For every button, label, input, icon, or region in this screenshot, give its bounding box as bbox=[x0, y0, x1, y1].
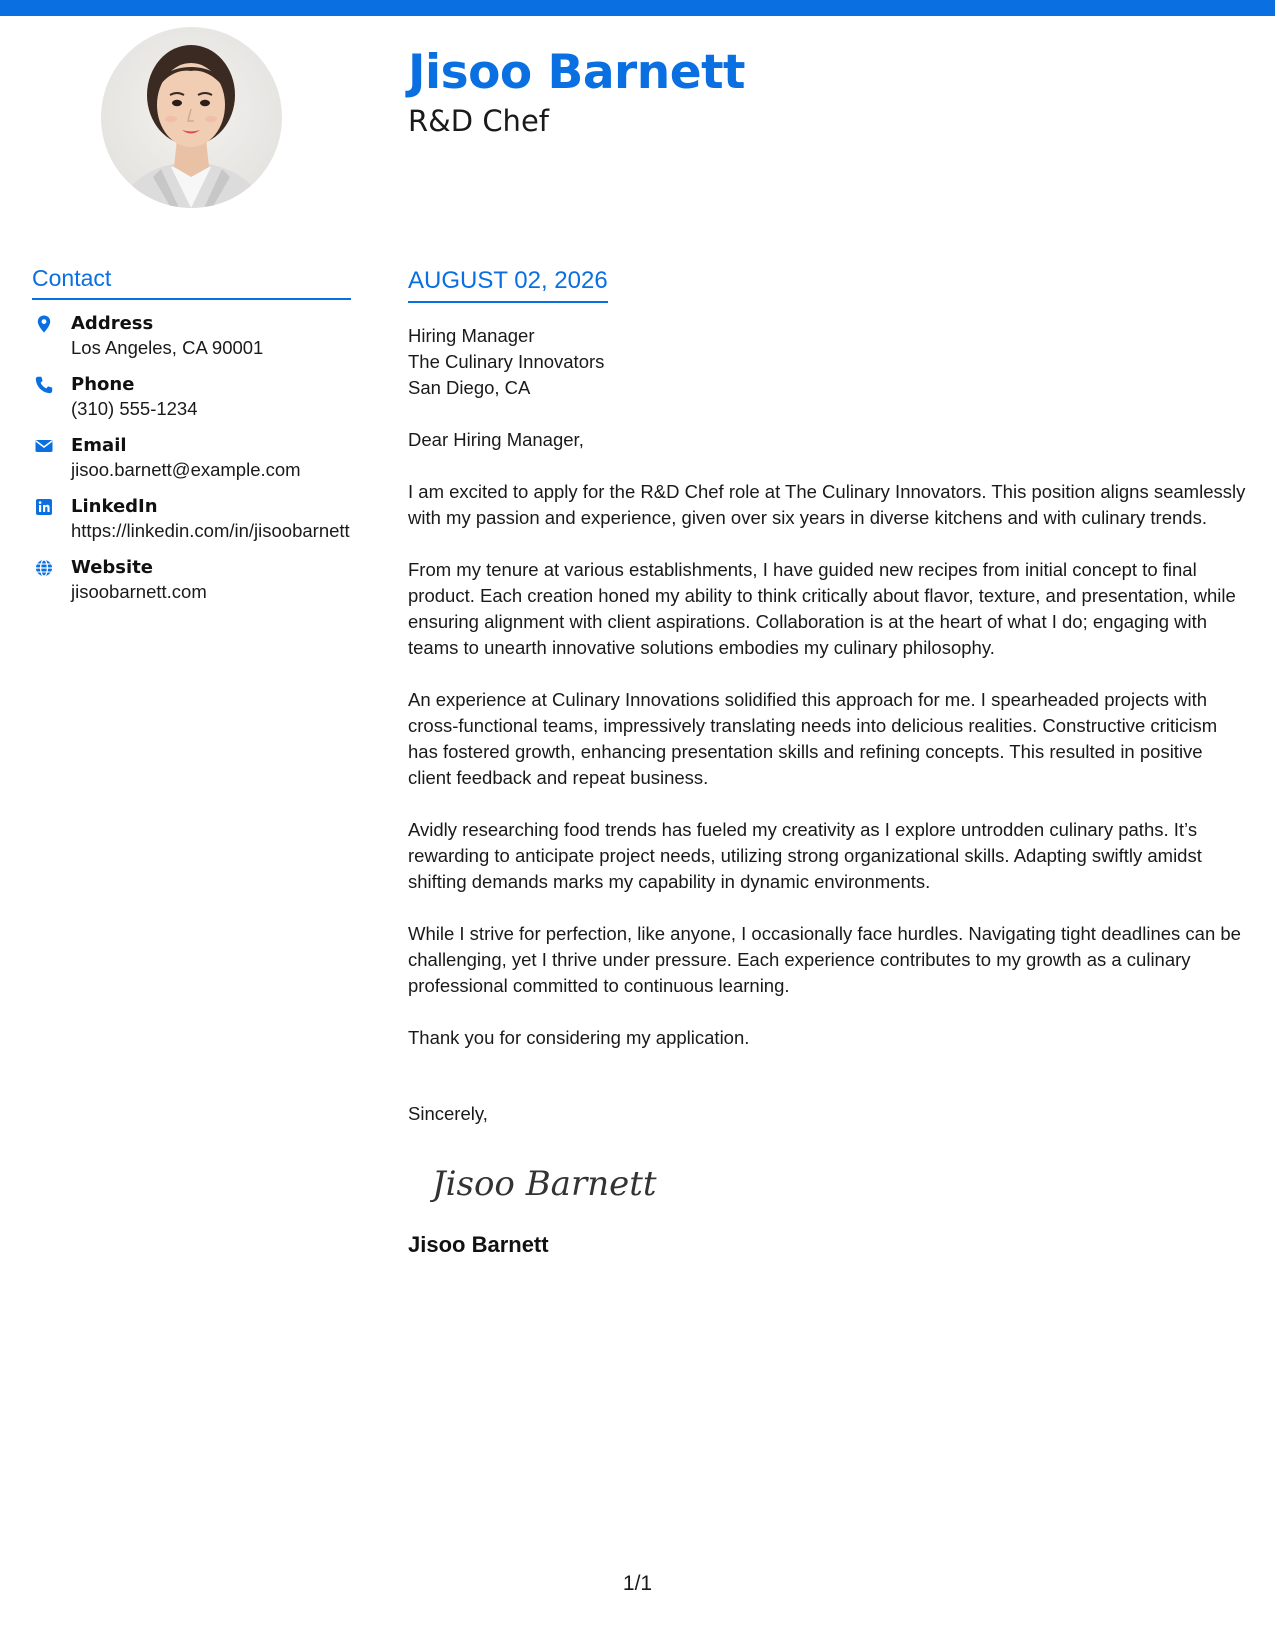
contact-label: LinkedIn bbox=[71, 496, 158, 517]
envelope-icon bbox=[34, 436, 54, 456]
contact-heading: Contact bbox=[32, 262, 351, 300]
contact-item-address bbox=[32, 312, 351, 360]
letter-paragraph: From my tenure at various establishments, I have guided new recipes from initial concept to final product. Each creation honed my ability to think critically about flavor, texture, and presentation, while ensuring alignment with client aspirations. Collaboration is at the heart of what I do; engaging with teams to unearth innovative solutions embodies my culinary philosophy. bbox=[408, 559, 1236, 658]
recipient-line: Hiring Manager bbox=[408, 325, 535, 346]
contact-value[interactable]: jisoobarnett.com bbox=[71, 581, 207, 602]
contact-label: Phone bbox=[71, 374, 135, 395]
signature-text: Jisoo Barnett bbox=[432, 1164, 657, 1204]
contact-list bbox=[32, 312, 351, 604]
letter-paragraph: I am excited to apply for the R&D Chef role at The Culinary Innovators. This position aligns seamlessly with my passion and experience, given over six years in diverse kitchens and with culinary trends. bbox=[408, 481, 1246, 528]
linkedin-icon bbox=[34, 497, 54, 517]
letter-date: AUGUST 02, 2026 bbox=[408, 265, 608, 303]
page-number: 1/1 bbox=[622, 1572, 653, 1595]
contact-label: Address bbox=[71, 313, 154, 334]
contact-label: Website bbox=[71, 557, 154, 578]
candidate-name: Jisoo Barnett bbox=[408, 45, 746, 100]
closing-line: Thank you for considering my application. bbox=[408, 1027, 750, 1048]
contact-value: (310) 555-1234 bbox=[71, 398, 198, 419]
signed-name: Jisoo Barnett bbox=[408, 1232, 549, 1257]
recipient-block bbox=[408, 323, 1246, 401]
signoff: Sincerely, bbox=[408, 1103, 488, 1124]
letter-body bbox=[408, 265, 1246, 1259]
contact-item-phone bbox=[32, 373, 351, 421]
greeting: Dear Hiring Manager, bbox=[408, 429, 584, 450]
profile-photo bbox=[101, 27, 282, 208]
contact-item-linkedin bbox=[32, 495, 351, 543]
phone-icon bbox=[34, 375, 54, 395]
recipient-line: The Culinary Innovators bbox=[408, 351, 605, 372]
map-pin-icon bbox=[34, 314, 54, 334]
contact-item-website bbox=[32, 556, 351, 604]
handwritten-signature bbox=[430, 1153, 670, 1209]
portrait-illustration bbox=[101, 27, 282, 208]
globe-icon bbox=[34, 558, 54, 578]
contact-value[interactable]: https://linkedin.com/in/jisoobarnett bbox=[71, 520, 350, 541]
contact-item-email bbox=[32, 434, 351, 482]
recipient-line: San Diego, CA bbox=[408, 377, 531, 398]
top-accent-bar bbox=[0, 0, 1275, 16]
letter-paragraph: While I strive for perfection, like anyone, I occasionally face hurdles. Navigating tight deadlines can be challenging, yet I thrive under pressure. Each experience contributes to my growth as a culinary professional committed to continuous learning. bbox=[408, 923, 1241, 996]
contact-label: Email bbox=[71, 435, 127, 456]
contact-sidebar bbox=[32, 262, 351, 617]
letter-paragraph: Avidly researching food trends has fueled my creativity as I explore untrodden culinary paths. It’s rewarding to anticipate project needs, utilizing strong organizational skills. Adapting swiftly amidst shifting demands marks my capability in dynamic environments. bbox=[408, 819, 1202, 892]
job-title: R&D Chef bbox=[408, 104, 549, 138]
contact-value: jisoo.barnett@example.com bbox=[71, 459, 301, 480]
contact-value: Los Angeles, CA 90001 bbox=[71, 337, 264, 358]
letter-paragraph: An experience at Culinary Innovations solidified this approach for me. I spearheaded projects with cross-functional teams, impressively translating needs into delicious realities. Constructive criticism has fostered growth, enhancing presentation skills and refining concepts. This resulted in positive client feedback and repeat business. bbox=[408, 689, 1218, 788]
